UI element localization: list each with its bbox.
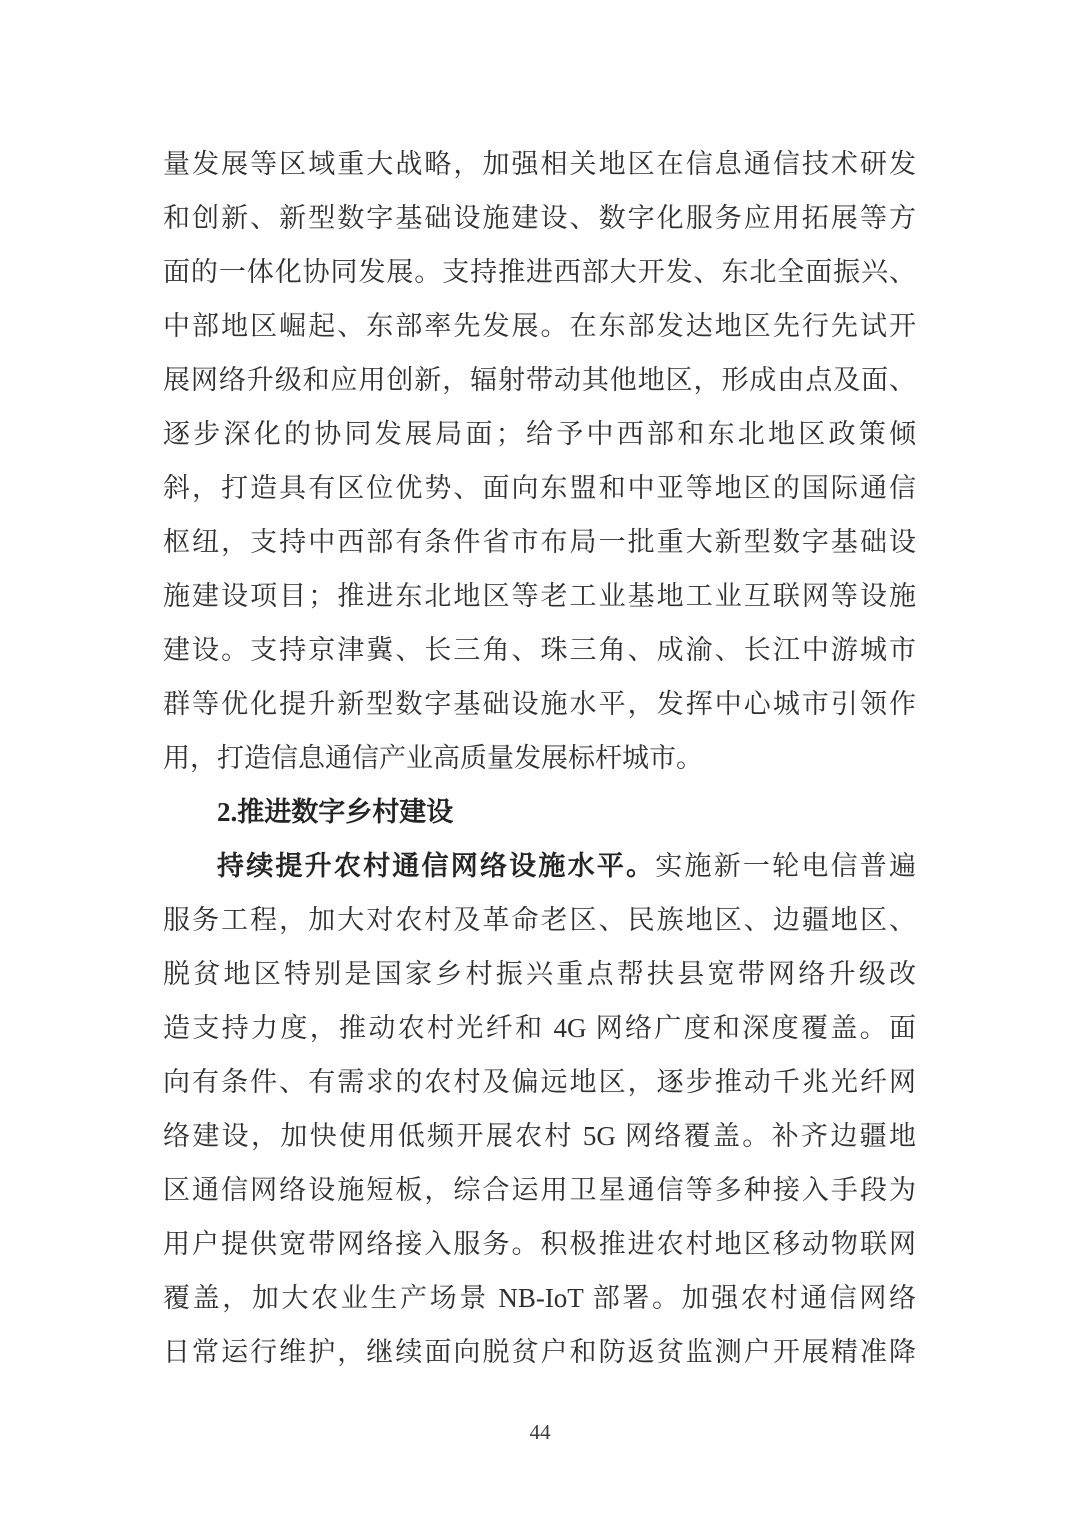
text-segment: 逐步深化的协同发展局面；给予中西部和东北地区政策倾: [163, 419, 916, 449]
text-segment: 覆盖，加大农业生产场景 NB-IoT 部署。加强农村通信网络: [163, 1283, 916, 1313]
text-segment: 建设。支持京津冀、长三角、珠三角、成渝、长江中游城市: [163, 635, 916, 665]
text-line: [163, 1001, 916, 1055]
text-line: [163, 191, 916, 245]
text-line: [163, 299, 916, 353]
text-line: [163, 515, 916, 569]
page-number: 44: [529, 1420, 551, 1444]
text-segment: 用户提供宽带网络接入服务。积极推进农村地区移动物联网: [163, 1229, 916, 1259]
text-segment: 展网络升级和应用创新，辐射带动其他地区，形成由点及面、: [163, 365, 916, 395]
text-segment: 群等优化提升新型数字基础设施水平，发挥中心城市引领作: [163, 689, 916, 719]
text-segment: 向有条件、有需求的农村及偏远地区，逐步推动千兆光纤网: [163, 1067, 916, 1097]
text-segment: 络建设，加快使用低频开展农村 5G 网络覆盖。补齐边疆地: [163, 1121, 916, 1151]
section-heading: [163, 785, 916, 839]
text-line: [163, 623, 916, 677]
text-segment: 面的一体化协同发展。支持推进西部大开发、东北全面振兴、: [163, 257, 916, 287]
text-segment: 日常运行维护，继续面向脱贫户和防返贫监测户开展精准降: [163, 1337, 916, 1367]
bold-text-segment: 持续提升农村通信网络设施水平。: [217, 851, 656, 881]
text-line: [163, 353, 916, 407]
text-line: [163, 1109, 916, 1163]
text-segment: 和创新、新型数字基础设施建设、数字化服务应用拓展等方: [163, 203, 916, 233]
text-segment: 造支持力度，推动农村光纤和 4G 网络广度和深度覆盖。面: [163, 1013, 916, 1043]
text-line: [163, 407, 916, 461]
text-segment: 用，打造信息通信产业高质量发展标杆城市。: [163, 743, 703, 773]
text-segment: 实施新一轮电信普遍: [655, 851, 916, 881]
text-line: [163, 137, 916, 191]
text-line: [163, 1163, 916, 1217]
text-line: [163, 1271, 916, 1325]
text-segment: 脱贫地区特别是国家乡村振兴重点帮扶县宽带网络升级改: [163, 959, 916, 989]
text-line: [163, 569, 916, 623]
text-segment: 斜，打造具有区位优势、面向东盟和中亚等地区的国际通信: [163, 473, 916, 503]
text-segment: 枢纽，支持中西部有条件省市布局一批重大新型数字基础设: [163, 527, 916, 557]
text-segment: 施建设项目；推进东北地区等老工业基地工业互联网等设施: [163, 581, 916, 611]
text-segment: 区通信网络设施短板，综合运用卫星通信等多种接入手段为: [163, 1175, 916, 1205]
text-line: [163, 1055, 916, 1109]
page-text: [163, 137, 916, 1379]
text-line: [163, 1217, 916, 1271]
text-line: [163, 461, 916, 515]
text-line: [163, 893, 916, 947]
text-line: [163, 731, 916, 785]
text-segment: 量发展等区域重大战略，加强相关地区在信息通信技术研发: [163, 149, 916, 179]
text-line: [163, 1325, 916, 1379]
text-segment: 中部地区崛起、东部率先发展。在东部发达地区先行先试开: [163, 311, 916, 341]
bold-text-segment: 2.推进数字乡村建设: [217, 797, 454, 827]
text-segment: 服务工程，加大对农村及革命老区、民族地区、边疆地区、: [163, 905, 916, 935]
text-line: [163, 245, 916, 299]
text-line: [163, 947, 916, 1001]
text-line: [163, 677, 916, 731]
text-line: [163, 839, 916, 893]
